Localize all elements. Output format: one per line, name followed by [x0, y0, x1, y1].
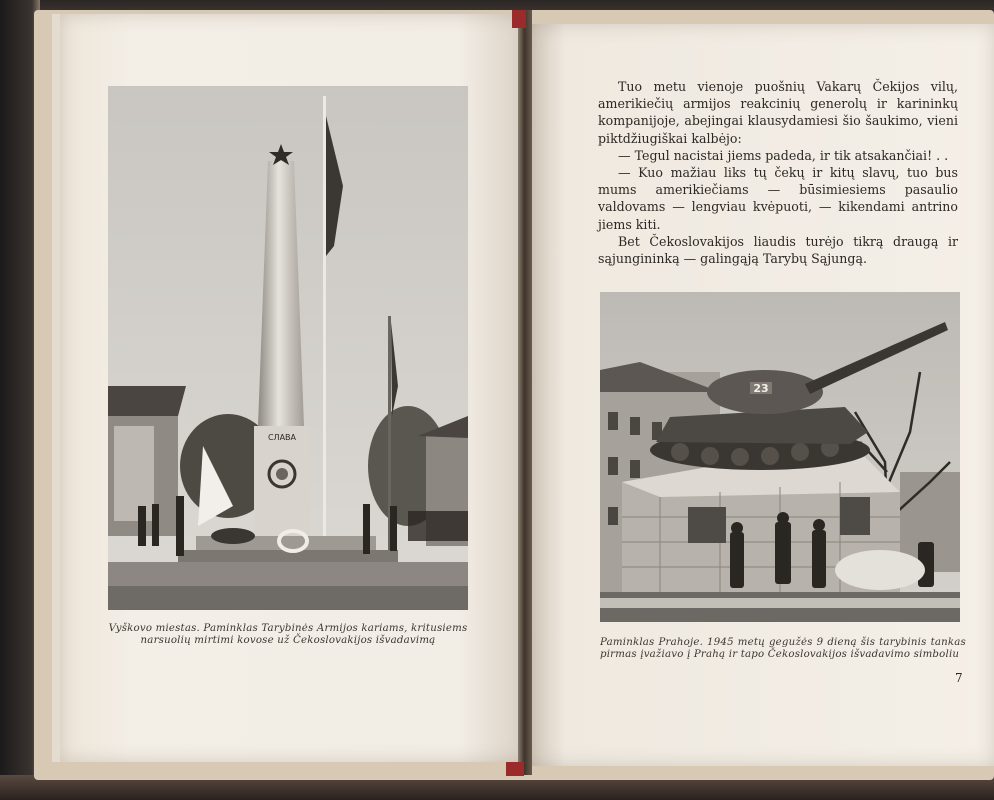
tank-monument-photo: [600, 292, 960, 622]
monument-inscription: СЛАВА: [267, 433, 297, 442]
right-photo-caption: Paminklas Prahoje. 1945 metų gegužės 9 dieną šis tarybinis tankas pirmas įvažiavo į Prahą ir tapo Čekoslovakijos išvadavimo simboliu: [600, 637, 966, 660]
spine-headband-bottom: [506, 762, 524, 776]
page-number: 7: [955, 671, 963, 685]
book-spine: [518, 10, 532, 775]
obelisk-monument-photo: [108, 86, 468, 610]
paragraph-3: — Kuo mažiau liks tų čekų ir kitų slavų, tuo bus mums amerikiečiams — būsimiesiems pasaulio valdovams — lengviau kvėpuoti, — kikendami antrino jiems kiti.: [598, 165, 958, 232]
paragraph-2: — Tegul nacistai jiems padeda, ir tik atsakančiai! . .: [618, 147, 949, 163]
body-text: [598, 78, 958, 267]
left-photo-caption: Vyškovo miestas. Paminklas Tarybinės Armijos kariams, kritusiems narsuolių mirtimi kovose už Čekoslovakijos išvadavimą: [108, 623, 468, 646]
paragraph-4: Bet Čekoslovakijos liaudis turėjo tikrą draugą ir sąjungininką — galingąją Tarybų Sąjungą.: [598, 233, 958, 267]
spine-headband-top: [512, 10, 526, 28]
paragraph-1: Tuo metu vienoje puošnių Vakarų Čekijos vilų, amerikiečių armijos reakcinių generolų ir karininkų kompanijoje, abejingai klausydamiesi šio šaukimo, vieni piktdžiugiškai kalbėjo:: [598, 79, 958, 146]
tank-number: 23: [753, 382, 769, 395]
